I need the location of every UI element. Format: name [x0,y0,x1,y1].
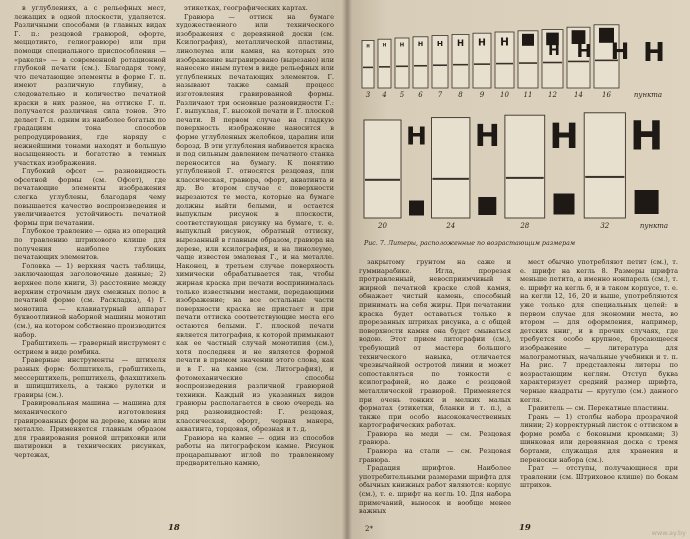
letter-glyph: H [436,38,444,48]
sort-nick [506,177,544,179]
caption-text: Литеры, расположенные по возрастающим размерам [387,240,576,247]
size-label: 7 [437,91,443,99]
letter-glyph: H [366,43,370,49]
size-label: 28 [520,222,530,230]
em-square [554,194,575,215]
paragraph: Гравюра на камне — один из способов работы на литографском камне. Рисунок процарапывают иглой по травленному предварительно камню, [176,433,334,468]
page-number-right: 19 [519,523,531,533]
right-column-1 [359,258,511,522]
unit-label: пункта [633,91,663,99]
size-label: 11 [523,91,533,99]
letter-glyph: H [478,37,486,49]
paragraph: Грань — 1) столбы набора прозрачной линии; 2) корректурный листок с оттиском в форме ромба с боковыми кромками; 3) шинковая или деревянная доска с тремя бортами, служащая для хранения и переноски набора (см.). [520,412,678,464]
page-number-left: 18 [168,523,180,533]
paragraph: Грабштихель — граверный инструмент с острием в виде ромбика. [14,339,166,356]
letter-face: H [643,38,665,68]
sort-nick [453,64,468,66]
signature-mark: 2* [365,525,373,533]
letter-face: H [474,119,500,155]
figure-caption [364,240,680,248]
paragraph: Глубокое травление — одна из операций по травлению штрихового клише для получения наиболее глубоких печатающих элементов. [14,227,166,262]
left-column-1 [14,4,166,522]
size-label: 24 [446,222,456,230]
paragraph: Гравюра на меди — см. Резцовая гравюра. [359,429,511,447]
sort-nick [519,62,537,64]
paragraph: Гравюра на стали — см. Резцовая гравюра. [359,447,511,464]
paragraph: мест обычно употребляют петит (см.), т. е. шрифт на кегль 8. Размеры шрифта меньше петита, а именно нонпарель (см.), т. е. шрифт на кегль 6, и в таком корпусе, т. е. на кегли 12, 16, 20 и выше, употребляются уже только для специальных целей: в первом случае для экономии места, во втором — для оформления, например, детских книг, и в прочих случаях, где требуется особо крупное, бросающееся изображение — литература для малограмотных, начальные учебники и т. п. На рис. 7 представлены литеры по возрастающим кеглям. Отступ буква характеризует средний размер шрифта, черные квадраты — кругулю (см.) данного кегля. [520,258,678,404]
letter-sizes-illustration [358,8,680,238]
em-square [635,190,659,214]
letter-face: H [610,40,630,65]
em-square [522,34,534,46]
size-label: 14 [574,91,583,99]
paragraph: Градация шрифтов. Наиболее употребительными размерами шрифта для обычных книжных работ являются: корпус (см.), т. е. шрифт на кегль 10. Для набора примечаний, выносок и вообще менее важных [359,464,511,516]
letter-face: H [406,121,427,151]
sort-nick [363,67,373,69]
sort-nick [474,63,490,65]
size-label: 9 [479,91,485,99]
right-column-2 [520,258,678,522]
paragraph: Граверные инструменты — штихеля разных форм: болштихель, грабштихель, мессерштихель, репштихель, флахштихель и шпицштихель, а также рулетки и гравиры (см.). [14,356,166,399]
size-label: 4 [382,91,387,99]
letter-glyph: H [399,42,405,49]
sort-nick [585,176,624,178]
size-label: 20 [378,222,387,230]
letter-face: H [576,41,592,62]
letter-face: H [548,43,560,59]
left-column-2 [176,4,334,522]
paragraph: Грат — отступы, получающиеся при травлении (см. Штриховое клише) по бокам штрихов. [520,464,678,490]
sort-nick [365,179,400,181]
type-sizes-figure [358,8,680,254]
paragraph: Гравюра — оттиск на бумаге художественного или технического изображения с деревянной доски (см. Ксилография), металлической пластины, линолеума или камня, на которых это изображение выгравировано (вырезано) или нанесено иным путем в виде рельефных или углубленных печатающих элементов. Г. называют также самый процесс изготовления гравированной формы. Различают три основные разновидности Г.: Г. выпуклая, Г. высокой печати и Г. плоской печати. В первом случае на гладкую поверхность изображение наносится в форме углубленных желобков, царапин или борозд. В эти углубления набивается краска и под сильным давлением печатного станка переносится на бумагу. К понятию углубленной Г. относятся резцовая, пли классическая, гравюра, офорт, акватинта и др. Во втором случае с поверхности вырезаются те места, которые на бумаге должны выйти белыми, и остается выпуклым рисунок в плоскости, соответствующая рисунку на бумаге, т. е. выпуклый рисунок, обратный оттиску, вырезанный в главным образом, гравюра на дереве, или ксилография, и на линолеуме, чаще известен эмалевая Г., и на металле. Наконец, в третьем случае поверхность химически обрабатывается так, чтобы жирная краска при печати воспринималась только известными местами, передающими изображение; на все остальные части поверхности краска не пристает и при печати оттиска соответствующие места его остаются белыми. Г. плоской печати является литография, к которой примыкают как ее частный случай монотипия (см.), хотя последняя и не является формой печати в прямом значении этого слова, как и в Г. на камне (см. Литография), и фотомеханические способы воспроизведения различной гравюрной техники. Каждый из указанных видов гравюры располагается в свою очередь на ряд разновидностей: Г. резцовая, классическая, офорт, черная манера, акватинта, торцовая, обрезная и т. д. [176,12,334,434]
paragraph: Глубокий офсет — разновидность офсетной формы (см. Офсет), где печатающие элементы изображения слегка углублены, благодаря чему повышается качество воспроизведения и увеличивается устойчивость печатной формы при печатании. [14,167,166,227]
paragraph: этикетках, географических картах. [184,4,308,12]
sort-nick [433,178,469,180]
sort-nick [496,63,513,65]
letter-face: H [629,113,664,160]
letter-face: H [549,116,579,157]
sort-nick [379,66,390,68]
caption-label: Рис. 7. [364,240,386,247]
size-label: 32 [600,222,610,230]
paragraph: закрытому грунтом на саже и гуммиарабике. Игла, прорезая протравленный, невосприимчивый к жирной печатной краске слой камня, обнажает чистый камень, способный принимать на себя жиры. При печатании краска будет оставаться только в прорезанных штрихах рисунка, а с общей поверхности камня она будет смываться водою. Этот прием литографии (см.), требующий от мастера большого технического навыка, отличается чрезвычайной остротой линии и может сопоставляться по тонкости с ксилографией, но даже с резцовой металлической гравюрой. Применяется при очень тонких и мелких малых форматах (этикетки, бланки и т. п.), а также при особо высококачественных картографических работах. [359,258,511,430]
type-sort [584,113,625,218]
paragraph: Гравировальная машина — машина для механического изготовления гравированных форм на дереве, камне или металле. Применяется главным образом для гравирования ровной штриховки или шатировки в технических рисунках, чертежах, [14,399,166,459]
sort-nick [414,65,427,67]
letter-glyph: H [382,42,387,48]
size-label: 6 [418,91,423,99]
type-sort [364,120,401,218]
type-sort [505,115,545,218]
sort-nick [543,62,562,64]
letter-glyph: H [417,41,424,49]
sort-nick [433,64,447,66]
unit-label: пункта [639,222,669,230]
size-label: 5 [399,91,405,99]
watermark: www.ay.by [651,529,686,537]
right-page [347,0,690,539]
size-label: 3 [365,91,371,99]
size-label: 12 [548,91,557,99]
size-label: 16 [602,91,611,99]
size-label: 8 [458,91,463,99]
book-gutter [342,0,352,539]
paragraph: в углублениях, а с рельефных мест, лежащих в одной плоскости, удаляется. Различными способами (в главных видах Г. п.: резцовой гравюрой, офорте, меццотинто, гелиогравюре) или при помощи специального приспособления — «ракеля» — в современной ротационной глубокой печати (см.). Благодаря тому, что печатающие элементы в форме Г. п. имеют различную глубину, а следовательно и количество печатной краски в них разное, на оттиске Г. п. получается различная сила тонов. Это делает Г. п. одним из наиболее богатых по градациям тона способов репродуцирования, где наряду с нежнейшими тонами находят и большую насыщенность и богатство в темных участках изображения. [14,4,166,167]
letter-glyph: H [456,37,465,48]
type-sort [432,118,470,218]
paragraph: Головка — 1) верхняя часть таблицы, заключающая заголовочные данные; 2) верхнее поле книги, 3) расстояние между верхним строчным двух смежных полос в печатной форме (см. Раскладка), 4) Г. монотипа — клавиатурный аппарат буквоотливной наборной машины монотип (см.), на котором собственно производится набор. [14,261,166,339]
size-label: 10 [500,91,509,99]
letter-glyph: H [500,36,509,49]
em-square [409,201,424,216]
em-square [478,197,496,215]
paragraph: Гравитель — см. Перекатные пластины. [528,404,669,413]
sort-nick [396,66,408,68]
